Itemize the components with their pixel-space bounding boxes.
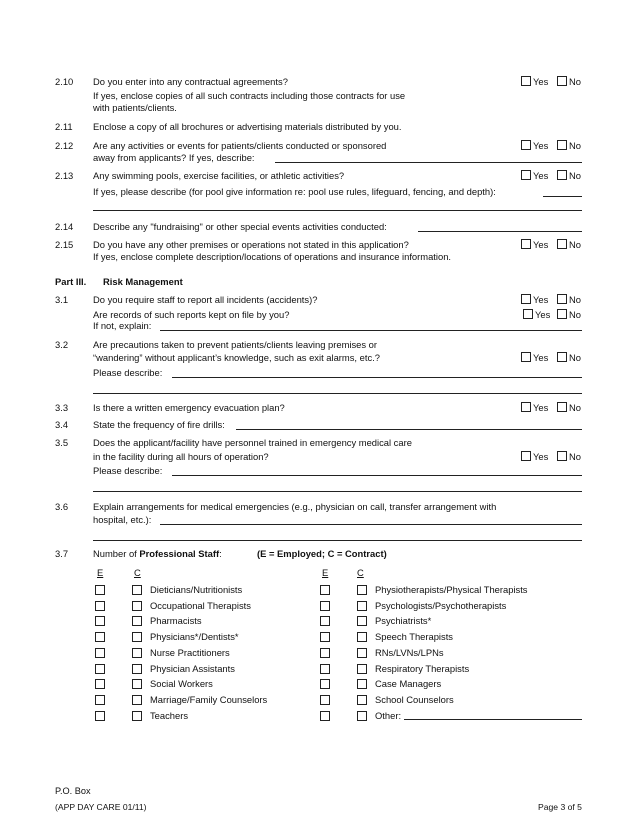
answer-line[interactable] — [160, 330, 582, 331]
form-id: (APP DAY CARE 01/11) — [55, 802, 147, 812]
staff-type-label: Other: — [375, 710, 402, 721]
yes-checkbox[interactable] — [521, 352, 531, 362]
answer-line[interactable] — [93, 540, 582, 541]
question-text: If yes, please describe (for pool give information re: pool use rules, lifeguard, fencing, and depth): — [93, 186, 496, 197]
question-text: with patients/clients. — [93, 102, 177, 113]
employed-checkbox[interactable] — [320, 585, 330, 595]
question-number: 2.15 — [55, 239, 74, 250]
no-checkbox[interactable] — [557, 352, 567, 362]
question-number: 3.6 — [55, 501, 69, 512]
staff-colon: : — [219, 548, 222, 559]
no-checkbox[interactable] — [557, 451, 567, 461]
yes-label: Yes — [533, 451, 549, 462]
question-text: Please describe: — [93, 465, 163, 476]
question-text: away from applicants? If yes, describe: — [93, 152, 255, 163]
question-text: If not, explain: — [93, 320, 152, 331]
no-checkbox[interactable] — [557, 239, 567, 249]
staff-type-label: Psychologists/Psychotherapists — [375, 600, 507, 611]
answer-line[interactable] — [172, 377, 582, 378]
contract-checkbox[interactable] — [132, 664, 142, 674]
employed-checkbox[interactable] — [320, 695, 330, 705]
no-label: No — [569, 352, 581, 363]
question-text: Explain arrangements for medical emergencies (e.g., physician on call, transfer arrangement with — [93, 501, 497, 512]
column-header-employed: E — [97, 567, 104, 578]
yes-label: Yes — [535, 309, 551, 320]
employed-checkbox[interactable] — [95, 632, 105, 642]
staff-type-label: Dieticians/Nutritionists — [150, 584, 243, 595]
staff-type-label: Physician Assistants — [150, 663, 235, 674]
no-checkbox[interactable] — [557, 76, 567, 86]
question-text: hospital, etc.): — [93, 514, 152, 525]
contract-checkbox[interactable] — [132, 585, 142, 595]
staff-type-label: Speech Therapists — [375, 631, 453, 642]
staff-type-label: Respiratory Therapists — [375, 663, 470, 674]
contract-checkbox[interactable] — [357, 695, 367, 705]
yes-label: Yes — [533, 76, 549, 87]
question-number: 2.13 — [55, 170, 74, 181]
question-text: Do you have any other premises or operations not stated in this application? — [93, 239, 409, 250]
yes-checkbox[interactable] — [523, 309, 533, 319]
column-header-contract: C — [134, 567, 141, 578]
question-number: 3.4 — [55, 419, 69, 430]
question-text: in the facility during all hours of operation? — [93, 451, 269, 462]
employed-checkbox[interactable] — [320, 679, 330, 689]
staff-type-label: Psychiatrists* — [375, 615, 432, 626]
employed-checkbox[interactable] — [320, 664, 330, 674]
no-label: No — [569, 239, 581, 250]
employed-checkbox[interactable] — [320, 711, 330, 721]
answer-line[interactable] — [172, 475, 582, 476]
contract-checkbox[interactable] — [357, 648, 367, 658]
answer-line[interactable] — [93, 393, 582, 394]
question-text: Enclose a copy of all brochures or advertising materials distributed by you. — [93, 121, 402, 132]
no-label: No — [569, 170, 581, 181]
no-checkbox[interactable] — [557, 170, 567, 180]
question-text: Any swimming pools, exercise facilities, or athletic activities? — [93, 170, 345, 181]
no-label: No — [569, 451, 581, 462]
question-number: 2.14 — [55, 221, 74, 232]
question-text: Are records of such reports kept on file by you? — [93, 309, 290, 320]
question-number: 3.5 — [55, 437, 69, 448]
no-label: No — [569, 294, 581, 305]
no-label: No — [569, 309, 581, 320]
answer-line[interactable] — [93, 491, 582, 492]
staff-type-label: RNs/LVNs/LPNs — [375, 647, 444, 658]
staff-label: Professional Staff — [139, 548, 220, 559]
contract-checkbox[interactable] — [357, 711, 367, 721]
yes-checkbox[interactable] — [521, 294, 531, 304]
employed-checkbox[interactable] — [320, 632, 330, 642]
contract-checkbox[interactable] — [357, 585, 367, 595]
contract-checkbox[interactable] — [132, 679, 142, 689]
answer-line[interactable] — [160, 524, 582, 525]
contract-checkbox[interactable] — [357, 616, 367, 626]
answer-line[interactable] — [418, 231, 582, 232]
staff-type-label: Social Workers — [150, 678, 213, 689]
staff-type-label: School Counselors — [375, 694, 454, 705]
employed-checkbox[interactable] — [95, 585, 105, 595]
employed-checkbox[interactable] — [320, 648, 330, 658]
question-text: Please describe: — [93, 367, 163, 378]
employed-checkbox[interactable] — [95, 616, 105, 626]
no-label: No — [569, 76, 581, 87]
employed-checkbox[interactable] — [95, 648, 105, 658]
no-label: No — [569, 402, 581, 413]
page-number: Page 3 of 5 — [538, 802, 582, 812]
question-text: Are precautions taken to prevent patients/clients leaving premises or — [93, 339, 378, 350]
employed-checkbox[interactable] — [320, 601, 330, 611]
yes-label: Yes — [533, 239, 549, 250]
section-title: Risk Management — [103, 276, 183, 287]
staff-type-label: Pharmacists — [150, 615, 202, 626]
contract-checkbox[interactable] — [132, 632, 142, 642]
question-text: Do you enter into any contractual agreements? — [93, 76, 288, 87]
yes-label: Yes — [533, 352, 549, 363]
no-checkbox[interactable] — [557, 140, 567, 150]
employed-checkbox[interactable] — [95, 679, 105, 689]
employed-checkbox[interactable] — [95, 711, 105, 721]
yes-checkbox[interactable] — [521, 76, 531, 86]
staff-type-label: Case Managers — [375, 678, 442, 689]
answer-line[interactable] — [275, 162, 582, 163]
question-number: 2.11 — [55, 121, 73, 132]
yes-checkbox[interactable] — [521, 402, 531, 412]
question-number: 3.3 — [55, 402, 69, 413]
question-text: Are any activities or events for patients/clients conducted or sponsored — [93, 140, 387, 151]
staff-type-label: Physicians*/Dentists* — [150, 631, 239, 642]
answer-line[interactable] — [93, 210, 582, 211]
employed-checkbox[interactable] — [320, 616, 330, 626]
staff-prefix: Number of — [93, 548, 140, 559]
staff-type-label: Marriage/Family Counselors — [150, 694, 268, 705]
contract-checkbox[interactable] — [132, 616, 142, 626]
yes-checkbox[interactable] — [521, 239, 531, 249]
no-label: No — [569, 140, 581, 151]
yes-label: Yes — [533, 402, 549, 413]
yes-label: Yes — [533, 140, 549, 151]
column-header-contract: C — [357, 567, 364, 578]
question-number: 3.7 — [55, 548, 69, 559]
yes-checkbox[interactable] — [521, 140, 531, 150]
question-text: Is there a written emergency evacuation plan? — [93, 402, 285, 413]
question-number: 2.12 — [55, 140, 74, 151]
question-text: State the frequency of fire drills: — [93, 419, 225, 430]
yes-checkbox[interactable] — [521, 451, 531, 461]
part-label: Part III. — [55, 276, 87, 287]
staff-type-label: Nurse Practitioners — [150, 647, 230, 658]
yes-label: Yes — [533, 294, 549, 305]
contract-checkbox[interactable] — [132, 648, 142, 658]
yes-checkbox[interactable] — [521, 170, 531, 180]
question-text: Does the applicant/facility have personnel trained in emergency medical care — [93, 437, 412, 448]
staff-type-label: Physiotherapists/Physical Therapists — [375, 584, 528, 595]
contract-checkbox[interactable] — [132, 711, 142, 721]
contract-checkbox[interactable] — [132, 601, 142, 611]
question-text: Describe any "fundraising" or other special events activities conducted: — [93, 221, 387, 232]
answer-line[interactable] — [236, 429, 582, 430]
employed-checkbox[interactable] — [95, 695, 105, 705]
question-text: If yes, enclose copies of all such contracts including those contracts for use — [93, 90, 406, 101]
contract-checkbox[interactable] — [132, 695, 142, 705]
question-text — [93, 548, 222, 559]
answer-line[interactable] — [543, 196, 582, 197]
no-checkbox[interactable] — [557, 402, 567, 412]
no-checkbox[interactable] — [557, 294, 567, 304]
contract-checkbox[interactable] — [357, 664, 367, 674]
employed-checkbox[interactable] — [95, 664, 105, 674]
employed-checkbox[interactable] — [95, 601, 105, 611]
question-number: 3.2 — [55, 339, 69, 350]
question-text: Do you require staff to report all incidents (accidents)? — [93, 294, 318, 305]
yes-label: Yes — [533, 170, 549, 181]
contract-checkbox[interactable] — [357, 601, 367, 611]
column-header-employed: E — [322, 567, 329, 578]
question-number: 2.10 — [55, 76, 74, 87]
other-answer-line[interactable] — [404, 719, 582, 720]
contract-checkbox[interactable] — [357, 679, 367, 689]
contract-checkbox[interactable] — [357, 632, 367, 642]
po-box: P.O. Box — [55, 786, 91, 796]
staff-type-label: Teachers — [150, 710, 189, 721]
question-number: 3.1 — [55, 294, 69, 305]
question-text: “wandering” without applicant’s knowledge, such as exit alarms, etc.? — [93, 352, 380, 363]
staff-type-label: Occupational Therapists — [150, 600, 251, 611]
question-text: If yes, enclose complete description/locations of operations and insurance information. — [93, 251, 452, 262]
no-checkbox[interactable] — [557, 309, 567, 319]
staff-legend: (E = Employed; C = Contract) — [257, 548, 387, 559]
